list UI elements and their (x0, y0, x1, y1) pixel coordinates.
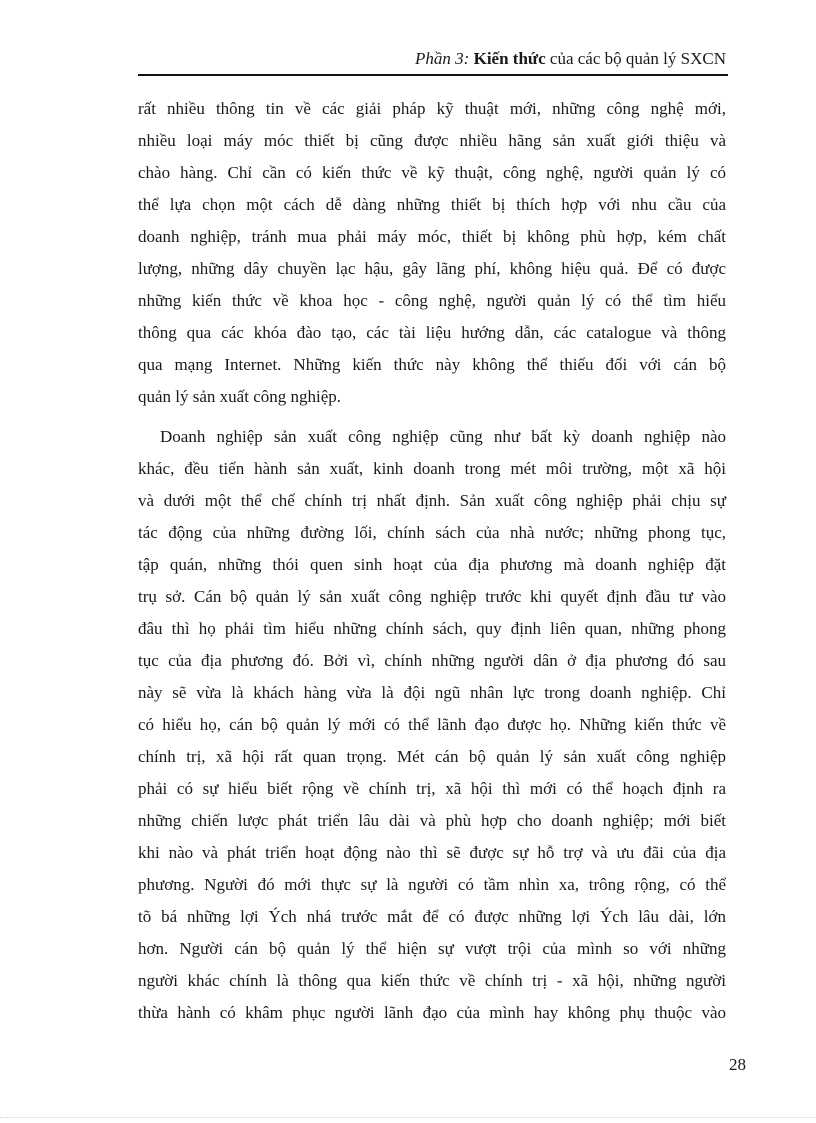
text-line: người khác chính là thông qua kiến thức về chính trị - xã hội, những người (138, 971, 726, 990)
text-line: rất nhiều thông tin về các giải pháp kỹ thuật mới, những công nghệ mới, (138, 99, 726, 118)
text-line: phương. Người đó mới thực sự là người có tầm nhìn xa, trông rộng, có thể (138, 875, 726, 894)
header-part-label: Phần 3: (415, 49, 470, 68)
text-line: và dưới một thể chế chính trị nhất định. Sản xuất công nghiệp phải chịu sự (138, 491, 726, 510)
text-line: doanh nghiệp, tránh mua phải máy móc, thiết bị không phù hợp, kém chất (138, 227, 726, 246)
text-line: chào hàng. Chỉ cần có kiến thức về kỹ thuật, công nghệ, người quản lý có (138, 163, 726, 182)
text-line: khác, đều tiến hành sản xuất, kinh doanh trong mét môi trường, một xã hội (138, 459, 726, 478)
text-line: nhiều loại máy móc thiết bị cũng được nhiều hãng sản xuất giới thiệu và (138, 131, 726, 150)
text-line: hơn. Người cán bộ quản lý thể hiện sự vượt trội của mình so với những (138, 939, 726, 958)
running-header (138, 48, 726, 70)
header-divider (138, 74, 728, 76)
text-line: phải có sự hiểu biết rộng về chính trị, xã hội thì mới có thể hoạch định ra (138, 779, 726, 798)
text-line: tác động của những đường lối, chính sách của nhà nước; những phong tục, (138, 523, 726, 542)
text-line: quản lý sản xuất công nghiệp. (138, 387, 342, 406)
text-line: có hiểu họ, cán bộ quản lý mới có thể lãnh đạo được họ. Những kiến thức về (138, 715, 726, 734)
text-line: tập quán, những thói quen sinh hoạt của địa phương mà doanh nghiệp đặt (138, 555, 726, 574)
text-line: đâu thì họ phải tìm hiểu những chính sách, quy định liên quan, những phong (138, 619, 726, 638)
text-line: Doanh nghiệp sản xuất công nghiệp cũng như bất kỳ doanh nghiệp nào (160, 427, 726, 446)
text-line: qua mạng Internet. Những kiến thức này không thể thiếu đối với cán bộ (138, 355, 726, 374)
page-bottom-divider (0, 1117, 816, 1118)
text-line: những kiến thức về khoa học - công nghệ, người quản lý có thể tìm hiểu (138, 291, 726, 310)
text-line: trụ sở. Cán bộ quản lý sản xuất công nghiệp trước khi quyết định đầu tư vào (138, 587, 726, 606)
page-number: 28 (729, 1055, 746, 1074)
text-line: những chiến lược phát triển lâu dài và phù hợp cho doanh nghiệp; mới biết (138, 811, 726, 830)
text-line: thông qua các khóa đào tạo, các tài liệu hướng dẫn, các catalogue và thông (138, 323, 726, 342)
text-line: này sẽ vừa là khách hàng vừa là đội ngũ nhân lực trong doanh nghiệp. Chỉ (138, 683, 726, 702)
text-line: thừa hành có khâm phục người lãnh đạo của mình hay không phụ thuộc vào (138, 1003, 726, 1022)
text-line: tõ bá những lợi Ých nhá trước mắt để có được những lợi Ých lâu dài, lớn (138, 907, 726, 926)
header-title-bold: Kiến thức (473, 49, 546, 68)
text-line: khi nào và phát triển hoạt động nào thì sẽ được sự hỗ trợ và ưu đãi của địa (138, 843, 726, 862)
text-line: thể lựa chọn một cách dễ dàng những thiết bị thích hợp với nhu cầu của (138, 195, 726, 214)
text-line: lượng, những dây chuyền lạc hậu, gây lãng phí, không hiệu quả. Để có được (138, 259, 726, 278)
text-line: tục của địa phương đó. Bởi vì, chính những người dân ở địa phương đó sau (138, 651, 726, 670)
text-line: chính trị, xã hội rất quan trọng. Mét cán bộ quản lý sản xuất công nghiệp (138, 747, 726, 766)
header-title-rest: của các bộ quản lý SXCN (545, 49, 726, 68)
